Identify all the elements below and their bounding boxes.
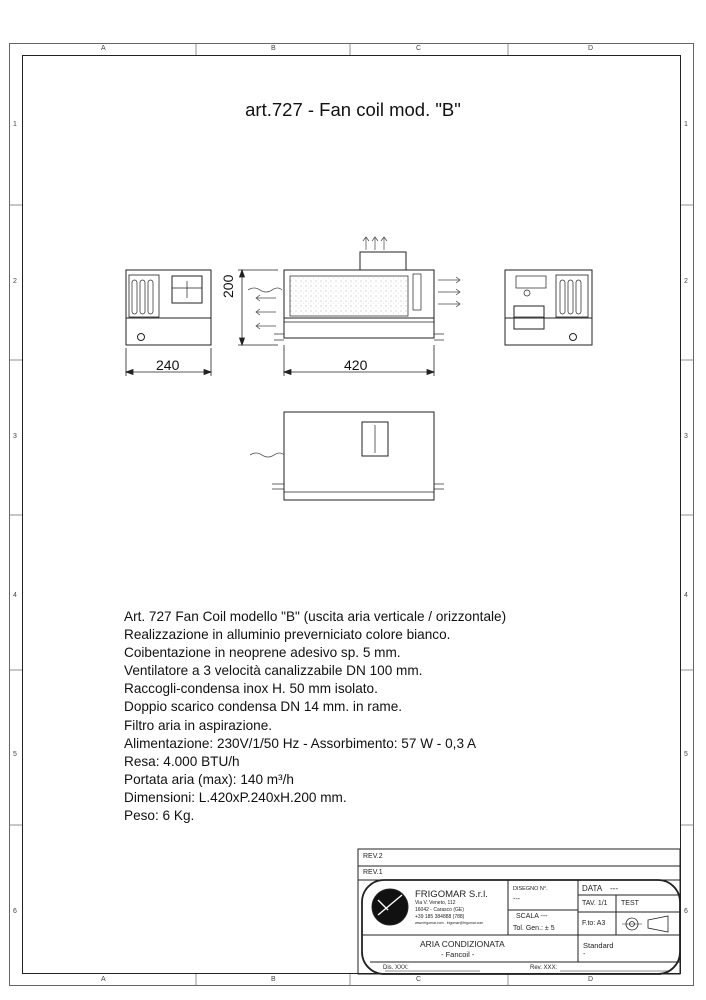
standard-label: Standard xyxy=(583,941,614,950)
zone-col-b-bottom: B xyxy=(271,976,276,983)
format-label: F.to: A3 xyxy=(582,920,606,927)
standard-value: - xyxy=(583,951,586,958)
zone-col-d-top: D xyxy=(588,45,594,52)
company-name: FRIGOMAR S.r.l. xyxy=(415,889,488,900)
zone-row-2-right: 2 xyxy=(684,278,688,285)
spec-line: Ventilatore a 3 velocità canalizzabile DN 100 mm. xyxy=(124,663,423,679)
dimension-height-label: 200 xyxy=(220,274,236,298)
rev-label: Rev. XXX: xyxy=(530,965,558,971)
disegno-value: --- xyxy=(513,896,520,903)
company-address-2: 16042 - Carasco (GE) xyxy=(415,907,464,913)
dimension-width-label: 240 xyxy=(156,357,180,373)
zone-row-6-left: 6 xyxy=(13,908,17,915)
data-value: --- xyxy=(610,884,618,893)
spec-line: Filtro aria in aspirazione. xyxy=(124,717,273,733)
test-label: TEST xyxy=(621,900,639,907)
company-web: www.frigomar.com - frigomar@frigomar.com xyxy=(415,921,484,925)
zone-row-6-right: 6 xyxy=(684,908,688,915)
spec-line: Realizzazione in alluminio preverniciato colore bianco. xyxy=(124,627,451,643)
zone-row-4-right: 4 xyxy=(684,592,688,599)
zone-row-3-left: 3 xyxy=(13,433,17,440)
company-address-1: Via V. Veneto, 112 xyxy=(415,900,456,906)
zone-row-3-right: 3 xyxy=(684,433,688,440)
zone-col-d-bottom: D xyxy=(588,976,594,983)
zone-col-c-top: C xyxy=(416,45,422,52)
zone-row-1-left: 1 xyxy=(13,121,17,128)
rev2-label: REV.2 xyxy=(363,853,383,860)
zone-col-a-bottom: A xyxy=(101,976,106,983)
drawing-title: art.727 - Fan coil mod. "B" xyxy=(245,99,461,120)
company-phone: +39 185 384888 (788) xyxy=(415,914,465,920)
data-label: DATA xyxy=(582,884,603,893)
dis-label: Dis. XXX: xyxy=(383,965,409,971)
description-line-2: - Fancoil - xyxy=(441,950,475,959)
spec-line: Alimentazione: 230V/1/50 Hz - Assorbimento: 57 W - 0,3 A xyxy=(124,735,477,751)
zone-row-5-left: 5 xyxy=(13,751,17,758)
spec-line: Doppio scarico condensa DN 14 mm. in rame. xyxy=(124,699,403,715)
spec-line: Dimensioni: L.420xP.240xH.200 mm. xyxy=(124,789,347,805)
zone-col-a-top: A xyxy=(101,45,106,52)
disegno-label: DISEGNO N°. xyxy=(513,886,548,892)
zone-col-b-top: B xyxy=(271,45,276,52)
zone-row-2-left: 2 xyxy=(13,278,17,285)
dimension-length-label: 420 xyxy=(344,357,368,373)
description-line-1: ARIA CONDIZIONATA xyxy=(420,939,505,949)
zone-row-4-left: 4 xyxy=(13,592,17,599)
spec-line: Raccogli-condensa inox H. 50 mm isolato. xyxy=(124,681,378,697)
tav-label: TAV. 1/1 xyxy=(582,900,608,907)
spec-line: Portata aria (max): 140 m³/h xyxy=(124,771,294,787)
spec-line: Art. 727 Fan Coil modello "B" (uscita aria verticale / orizzontale) xyxy=(124,609,507,624)
spec-line: Resa: 4.000 BTU/h xyxy=(124,753,240,769)
rev1-label: REV.1 xyxy=(363,869,383,876)
tolerance-label: Tol. Gen.: ± 5 xyxy=(513,925,555,932)
zone-row-5-right: 5 xyxy=(684,751,688,758)
zone-row-1-right: 1 xyxy=(684,121,688,128)
spec-line: Coibentazione in neoprene adesivo sp. 5 mm. xyxy=(124,645,401,661)
zone-col-c-bottom: C xyxy=(416,976,422,983)
scala-label: SCALA --- xyxy=(516,913,548,920)
spec-line: Peso: 6 Kg. xyxy=(124,808,195,824)
